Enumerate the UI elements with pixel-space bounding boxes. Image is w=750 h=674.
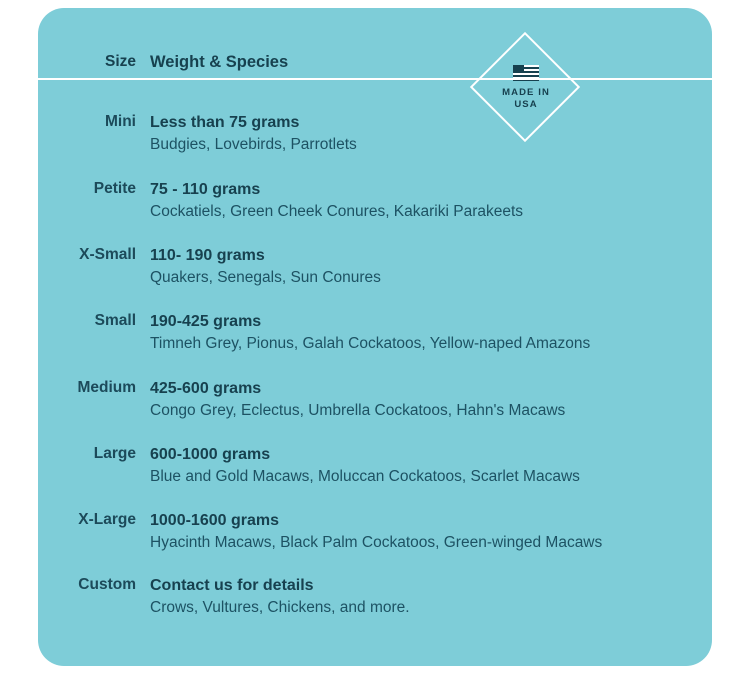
species-list: Budgies, Lovebirds, Parrotlets [150,136,357,153]
table-row [38,245,712,289]
weight-range: 1000-1600 grams [150,512,279,529]
column-header-size: Size [104,53,136,70]
weight-species-cell [150,179,712,223]
species-list: Crows, Vultures, Chickens, and more. [150,599,410,616]
weight-range: 75 - 110 grams [150,181,261,198]
species-list: Timneh Grey, Pionus, Galah Cockatoos, Yellow-naped Amazons [150,335,591,352]
species-list: Hyacinth Macaws, Black Palm Cockatoos, Green-winged Macaws [150,534,603,551]
species-list: Quakers, Senegals, Sun Conures [150,269,381,286]
weight-range: 600-1000 grams [150,446,271,463]
table-row [38,575,712,619]
column-header-weight-species: Weight & Species [150,53,289,71]
weight-species-cell [150,510,712,554]
size-label: Petite [93,180,136,197]
header-divider [0,78,750,80]
table-row [38,112,712,156]
weight-range: Less than 75 grams [150,114,300,131]
species-list: Blue and Gold Macaws, Moluccan Cockatoos, Scarlet Macaws [150,468,580,485]
weight-species-cell [150,575,712,619]
made-in-usa-badge [474,36,578,140]
weight-species-cell [150,444,712,488]
size-chart-card [38,8,712,666]
weight-species-cell [150,311,712,355]
table-row [38,179,712,223]
size-label: Small [94,312,136,329]
table-row [38,378,712,422]
weight-species-cell [150,378,712,422]
size-label: Custom [78,576,136,593]
badge-line-1: MADE IN [502,87,550,98]
weight-range: 110- 190 grams [150,247,265,264]
weight-range: 190-425 grams [150,313,262,330]
size-label: X-Large [78,511,136,528]
weight-range: Contact us for details [150,577,314,594]
table-row [38,311,712,355]
table-header-row [38,52,288,72]
weight-species-cell [150,112,712,156]
weight-species-cell [150,245,712,289]
species-list: Cockatiels, Green Cheek Conures, Kakariki Parakeets [150,203,524,220]
size-label: X-Small [79,246,136,263]
size-label: Mini [105,113,136,130]
table-row [38,444,712,488]
badge-line-2: USA [514,99,538,110]
weight-range: 425-600 grams [150,380,262,397]
size-label: Large [93,445,136,462]
size-label: Medium [77,379,136,396]
table-row [38,510,712,554]
species-list: Congo Grey, Eclectus, Umbrella Cockatoos, Hahn's Macaws [150,402,566,419]
